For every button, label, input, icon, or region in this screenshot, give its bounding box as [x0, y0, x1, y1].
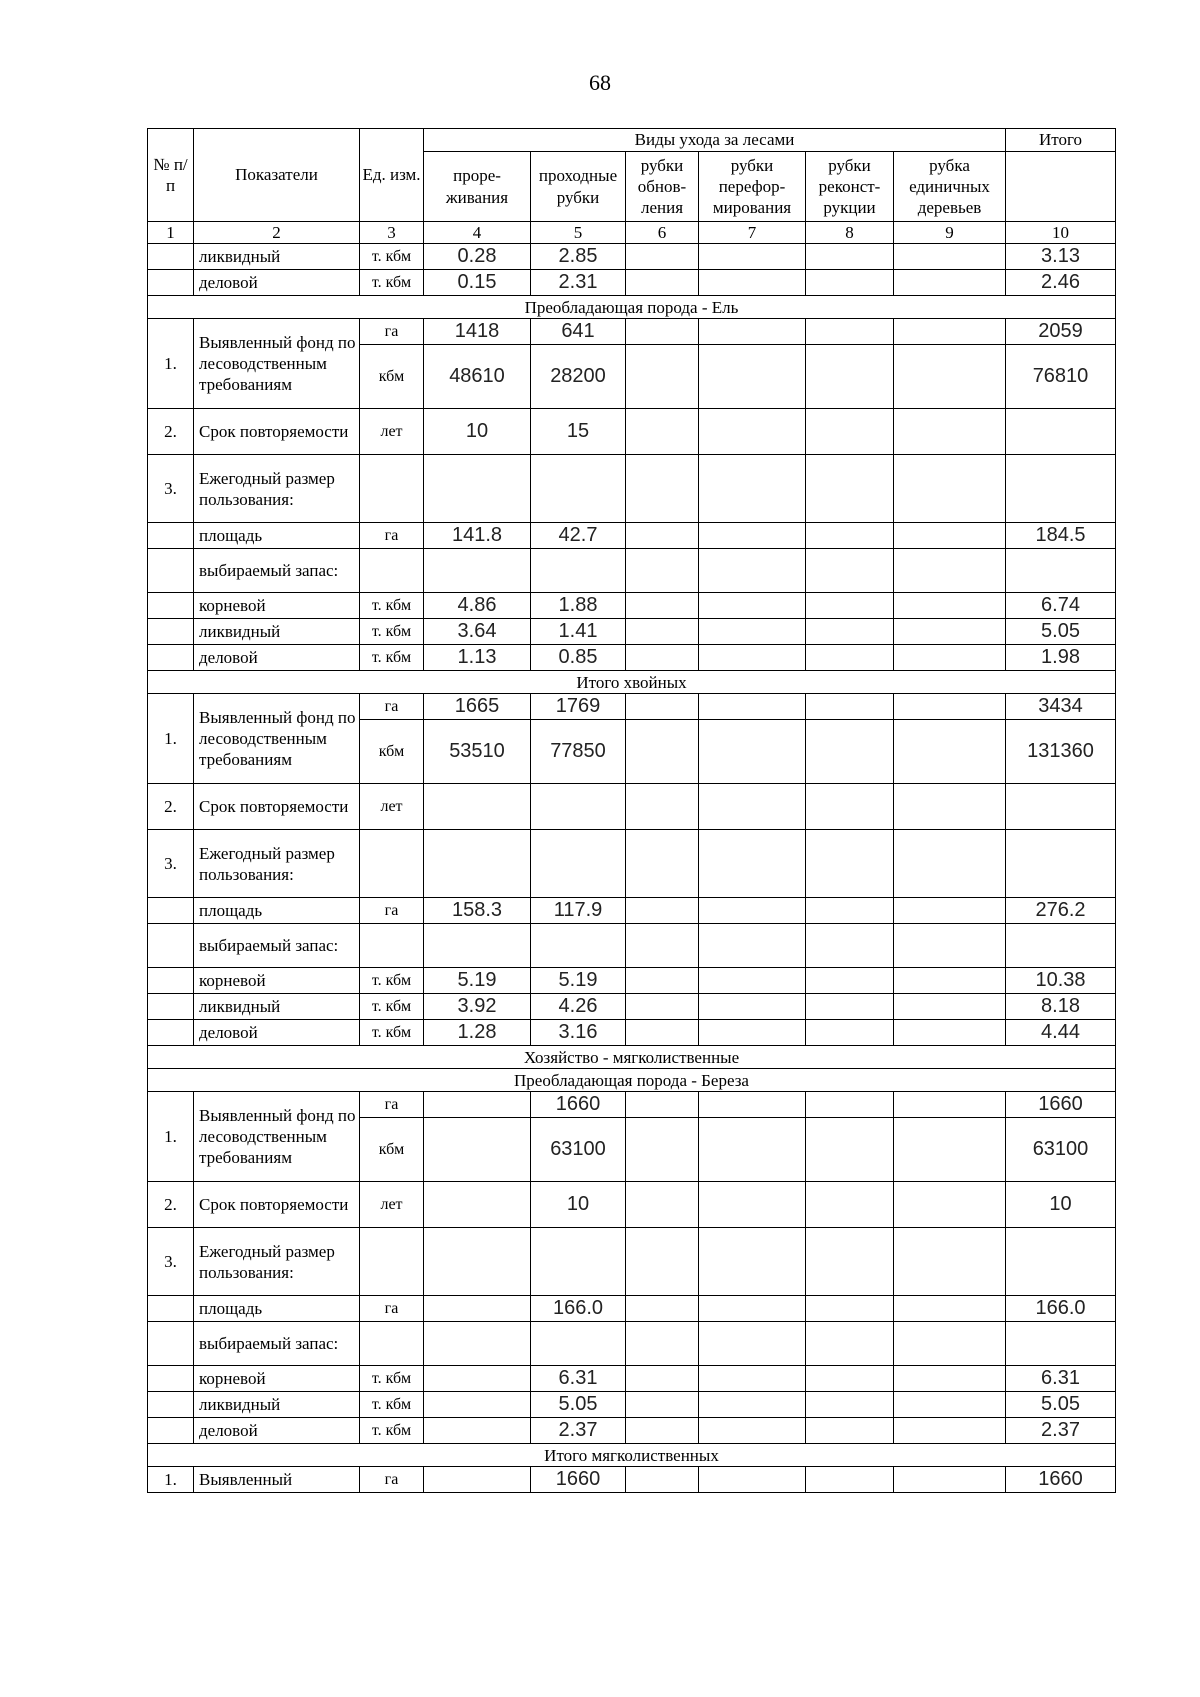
value-cell: 63100: [531, 1118, 626, 1182]
row-number: 1.: [148, 1467, 194, 1493]
total-cell: 63100: [1006, 1118, 1116, 1182]
value-cell: 2.85: [531, 244, 626, 270]
row-label-fund: Выявленный фонд по лесоводственным требованиям: [194, 694, 360, 784]
value-cell: 166.0: [531, 1296, 626, 1322]
row-number: 1.: [148, 319, 194, 409]
row-number: 2.: [148, 1182, 194, 1228]
unit: т. кбм: [360, 270, 424, 296]
value-cell: 2.37: [531, 1418, 626, 1444]
value-cell: 48610: [424, 345, 531, 409]
row-label-period: Срок повторяемости: [194, 784, 360, 830]
total-cell: 1660: [1006, 1092, 1116, 1118]
header-passage-cutting: проходные рубки: [531, 152, 626, 222]
unit: т. кбм: [360, 1020, 424, 1046]
row-number: 2.: [148, 784, 194, 830]
row-label-liquid: ликвидный: [194, 619, 360, 645]
value-cell: 0.28: [424, 244, 531, 270]
value-cell: 1660: [531, 1467, 626, 1493]
table-row: [148, 1392, 1116, 1418]
header-reformation-cutting: рубки перефор-мирования: [699, 152, 806, 222]
row-label-stock: выбираемый запас:: [194, 549, 360, 593]
row-label-business: деловой: [194, 270, 360, 296]
table-row: [148, 270, 1116, 296]
forest-care-table: [147, 128, 1116, 1493]
value-cell: 117.9: [531, 898, 626, 924]
unit: т. кбм: [360, 1366, 424, 1392]
table-row: [148, 1418, 1116, 1444]
table-row: [148, 830, 1116, 898]
row-label-root: корневой: [194, 1366, 360, 1392]
unit: т. кбм: [360, 593, 424, 619]
table-row: [148, 1296, 1116, 1322]
table-row: [148, 1020, 1116, 1046]
unit: га: [360, 1467, 424, 1493]
row-number: 3.: [148, 455, 194, 523]
row-label-business: деловой: [194, 645, 360, 671]
col-number: 5: [531, 222, 626, 244]
total-cell: 166.0: [1006, 1296, 1116, 1322]
unit: лет: [360, 409, 424, 455]
header-total-blank: [1006, 152, 1116, 222]
value-cell: 1769: [531, 694, 626, 720]
col-number: 4: [424, 222, 531, 244]
value-cell: 1418: [424, 319, 531, 345]
row-label-stock: выбираемый запас:: [194, 924, 360, 968]
row-number: 1.: [148, 1092, 194, 1182]
row-label-annual: Ежегодный размер пользования:: [194, 830, 360, 898]
table-row: [148, 968, 1116, 994]
total-cell: 6.31: [1006, 1366, 1116, 1392]
section-title-birch: Преобладающая порода - Береза: [148, 1069, 1116, 1092]
table-row: [148, 523, 1116, 549]
row-label-fund-short: Выявленный: [194, 1467, 360, 1493]
unit: кбм: [360, 1118, 424, 1182]
row-number: 1.: [148, 694, 194, 784]
unit: т. кбм: [360, 994, 424, 1020]
row-label-area: площадь: [194, 1296, 360, 1322]
header-indicators: Показатели: [194, 129, 360, 222]
value-cell: 5.19: [531, 968, 626, 994]
table-row: [148, 549, 1116, 593]
unit: га: [360, 1092, 424, 1118]
total-cell: 5.05: [1006, 1392, 1116, 1418]
table-row: [148, 593, 1116, 619]
row-label-period: Срок повторяемости: [194, 409, 360, 455]
col-number: 9: [894, 222, 1006, 244]
col-number: 7: [699, 222, 806, 244]
value-cell: 141.8: [424, 523, 531, 549]
table-row: [148, 1182, 1116, 1228]
value-cell: 10: [531, 1182, 626, 1228]
table-row: [148, 409, 1116, 455]
value-cell: 53510: [424, 720, 531, 784]
value-cell: 42.7: [531, 523, 626, 549]
total-cell: 4.44: [1006, 1020, 1116, 1046]
value-cell: 15: [531, 409, 626, 455]
total-cell: 3.13: [1006, 244, 1116, 270]
row-label-fund: Выявленный фонд по лесоводственным требованиям: [194, 1092, 360, 1182]
col-number: 8: [806, 222, 894, 244]
unit: лет: [360, 1182, 424, 1228]
row-label-root: корневой: [194, 968, 360, 994]
unit: га: [360, 694, 424, 720]
row-label-liquid: ликвидный: [194, 244, 360, 270]
table-row: [148, 619, 1116, 645]
total-cell: 76810: [1006, 345, 1116, 409]
table-row: [148, 1092, 1116, 1118]
row-label-area: площадь: [194, 898, 360, 924]
col-number: 2: [194, 222, 360, 244]
col-number: 10: [1006, 222, 1116, 244]
header-num: № п/п: [148, 129, 194, 222]
row-number: 3.: [148, 1228, 194, 1296]
total-cell: 184.5: [1006, 523, 1116, 549]
value-cell: 3.16: [531, 1020, 626, 1046]
col-number: 3: [360, 222, 424, 244]
section-title-softwood-total: Итого мягколиственных: [148, 1444, 1116, 1467]
value-cell: 1665: [424, 694, 531, 720]
unit: га: [360, 523, 424, 549]
table-row: [148, 784, 1116, 830]
header-care-types: Виды ухода за лесами: [424, 129, 1006, 152]
table-row: [148, 1366, 1116, 1392]
section-title-softwood: Хозяйство - мягколиственные: [148, 1046, 1116, 1069]
header-renewal-cutting: рубки обнов-ления: [626, 152, 699, 222]
column-numbers-row: [148, 222, 1116, 244]
unit: т. кбм: [360, 968, 424, 994]
value-cell: 4.86: [424, 593, 531, 619]
total-cell: 6.74: [1006, 593, 1116, 619]
total-cell: 8.18: [1006, 994, 1116, 1020]
value-cell: 5.05: [531, 1392, 626, 1418]
value-cell: 0.15: [424, 270, 531, 296]
value-cell: 1.28: [424, 1020, 531, 1046]
value-cell: 5.19: [424, 968, 531, 994]
unit: т. кбм: [360, 244, 424, 270]
unit: лет: [360, 784, 424, 830]
total-cell: 131360: [1006, 720, 1116, 784]
unit: га: [360, 1296, 424, 1322]
value-cell: 3.92: [424, 994, 531, 1020]
unit: кбм: [360, 345, 424, 409]
total-cell: 10.38: [1006, 968, 1116, 994]
total-cell: 1.98: [1006, 645, 1116, 671]
header-single-tree-cutting: рубка единичных деревьев: [894, 152, 1006, 222]
row-label-area: площадь: [194, 523, 360, 549]
row-number: 2.: [148, 409, 194, 455]
value-cell: 4.26: [531, 994, 626, 1020]
table-row: [148, 1467, 1116, 1493]
table-row: [148, 1228, 1116, 1296]
header-total: Итого: [1006, 129, 1116, 152]
value-cell: 1.13: [424, 645, 531, 671]
unit: т. кбм: [360, 619, 424, 645]
row-label-stock: выбираемый запас:: [194, 1322, 360, 1366]
unit: т. кбм: [360, 1392, 424, 1418]
value-cell: 158.3: [424, 898, 531, 924]
table-row: [148, 319, 1116, 345]
row-label-fund: Выявленный фонд по лесоводственным требованиям: [194, 319, 360, 409]
row-label-business: деловой: [194, 1020, 360, 1046]
unit: т. кбм: [360, 645, 424, 671]
value-cell: 28200: [531, 345, 626, 409]
row-number: 3.: [148, 830, 194, 898]
value-cell: 1.88: [531, 593, 626, 619]
table-row: [148, 924, 1116, 968]
row-label-root: корневой: [194, 593, 360, 619]
table-row: [148, 898, 1116, 924]
value-cell: 3.64: [424, 619, 531, 645]
row-label-business: деловой: [194, 1418, 360, 1444]
section-title-conifers-total: Итого хвойных: [148, 671, 1116, 694]
value-cell: 6.31: [531, 1366, 626, 1392]
value-cell: 2.31: [531, 270, 626, 296]
unit: т. кбм: [360, 1418, 424, 1444]
total-cell: 2.37: [1006, 1418, 1116, 1444]
value-cell: 641: [531, 319, 626, 345]
col-number: 1: [148, 222, 194, 244]
unit: га: [360, 319, 424, 345]
row-label-annual: Ежегодный размер пользования:: [194, 1228, 360, 1296]
total-cell: 5.05: [1006, 619, 1116, 645]
total-cell: 1660: [1006, 1467, 1116, 1493]
table-row: [148, 455, 1116, 523]
table-row: [148, 645, 1116, 671]
section-title-spruce: Преобладающая порода - Ель: [148, 296, 1116, 319]
total-cell: 276.2: [1006, 898, 1116, 924]
col-number: 6: [626, 222, 699, 244]
row-label-annual: Ежегодный размер пользования:: [194, 455, 360, 523]
table-row: [148, 244, 1116, 270]
header-unit: Ед. изм.: [360, 129, 424, 222]
row-label-period: Срок повторяемости: [194, 1182, 360, 1228]
table-row: [148, 694, 1116, 720]
total-cell: 3434: [1006, 694, 1116, 720]
total-cell: 2059: [1006, 319, 1116, 345]
value-cell: 77850: [531, 720, 626, 784]
unit: га: [360, 898, 424, 924]
header-reconstruction-cutting: рубки реконст-рукции: [806, 152, 894, 222]
unit: кбм: [360, 720, 424, 784]
table-row: [148, 994, 1116, 1020]
value-cell: 10: [424, 409, 531, 455]
table-row: [148, 1322, 1116, 1366]
value-cell: 1660: [531, 1092, 626, 1118]
value-cell: 0.85: [531, 645, 626, 671]
row-label-liquid: ликвидный: [194, 994, 360, 1020]
total-cell: 2.46: [1006, 270, 1116, 296]
value-cell: 1.41: [531, 619, 626, 645]
page-number: 68: [589, 70, 611, 95]
total-cell: 10: [1006, 1182, 1116, 1228]
row-label-liquid: ликвидный: [194, 1392, 360, 1418]
header-thinning: проре-живания: [424, 152, 531, 222]
